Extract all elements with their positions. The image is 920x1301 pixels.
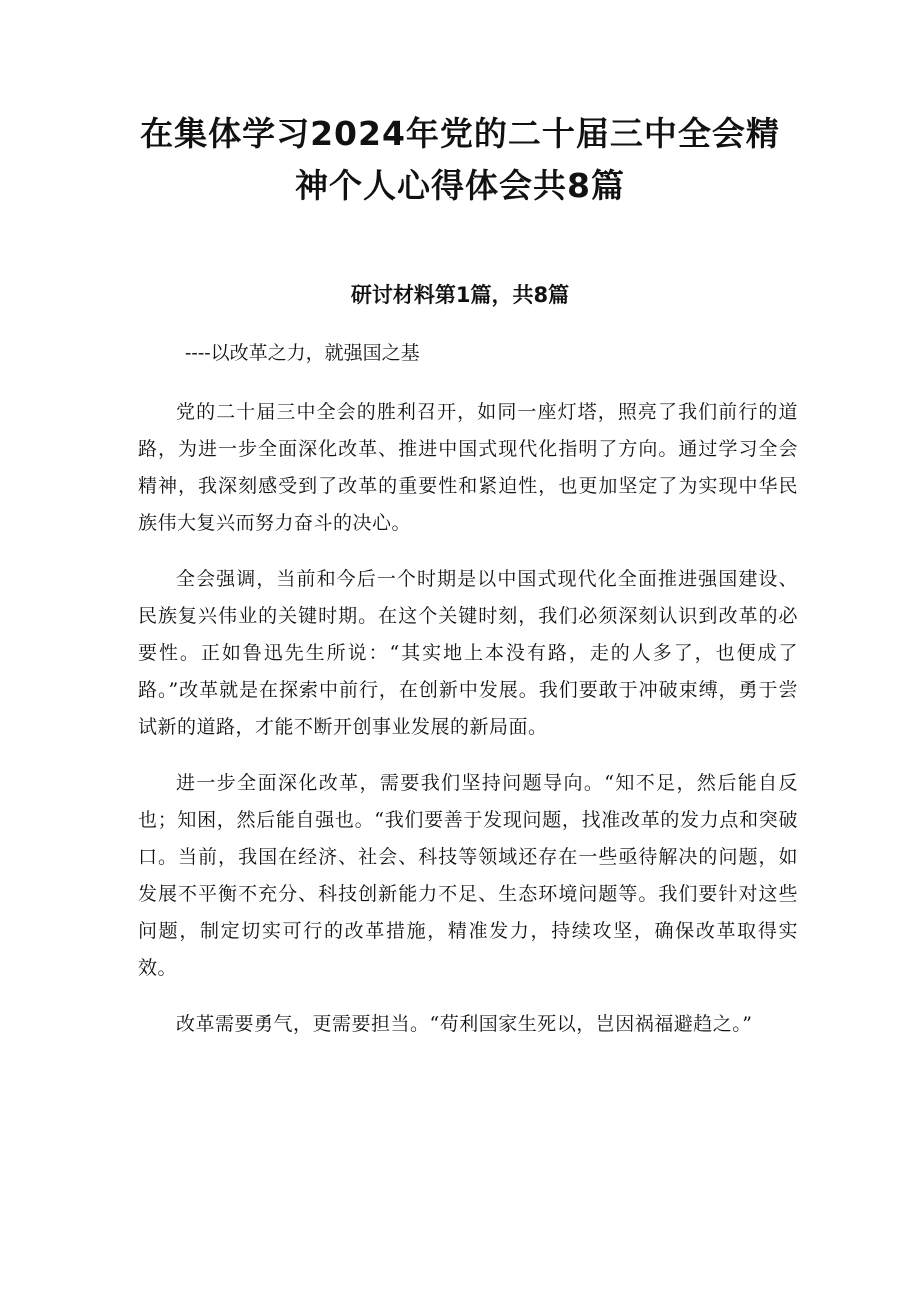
paragraph-1: 党的二十届三中全会的胜利召开，如同一座灯塔，照亮了我们前行的道路，为进一步全面深化改革、推进中国式现代化指明了方向。通过学习全会精神，我深刻感受到了改革的重要性和紧迫性，也更加坚定了为实现中华民族伟大复兴而努力奋斗的决心。 bbox=[138, 401, 798, 534]
section-heading: 研讨材料第1篇，共8篇 bbox=[350, 283, 570, 307]
document-title-line-1: 在集体学习2024年党的二十届三中全会精 bbox=[140, 114, 780, 153]
document-title-line-2: 神个人心得体会共8篇 bbox=[295, 166, 625, 205]
paragraph-3: 进一步全面深化改革，需要我们坚持问题导向。“知不足，然后能自反也；知困，然后能自强也。“我们要善于发现问题，找准改革的发力点和突破口。当前，我国在经济、社会、科技等领域还存在一些亟待解决的问题，如发展不平衡不充分、科技创新能力不足、生态环境问题等。我们要针对这些问题，制定切实可行的改革措施，精准发力，持续攻坚，确保改革取得实效。 bbox=[138, 772, 798, 979]
document-title bbox=[120, 108, 800, 212]
paragraph-2: 全会强调，当前和今后一个时期是以中国式现代化全面推进强国建设、民族复兴伟业的关键时期。在这个关键时刻，我们必须深刻认识到改革的必要性。正如鲁迅先生所说：“其实地上本没有路，走的人多了，也便成了路。”改革就是在探索中前行，在创新中发展。我们要敢于冲破束缚，勇于尝试新的道路，才能不断开创事业发展的新局面。 bbox=[138, 568, 798, 738]
article-body bbox=[138, 394, 798, 1062]
paragraph-4: 改革需要勇气，更需要担当。“苟利国家生死以，岂因祸福避趋之。” bbox=[176, 1013, 753, 1035]
article-subtitle: ----以改革之力，就强国之基 bbox=[185, 342, 420, 364]
